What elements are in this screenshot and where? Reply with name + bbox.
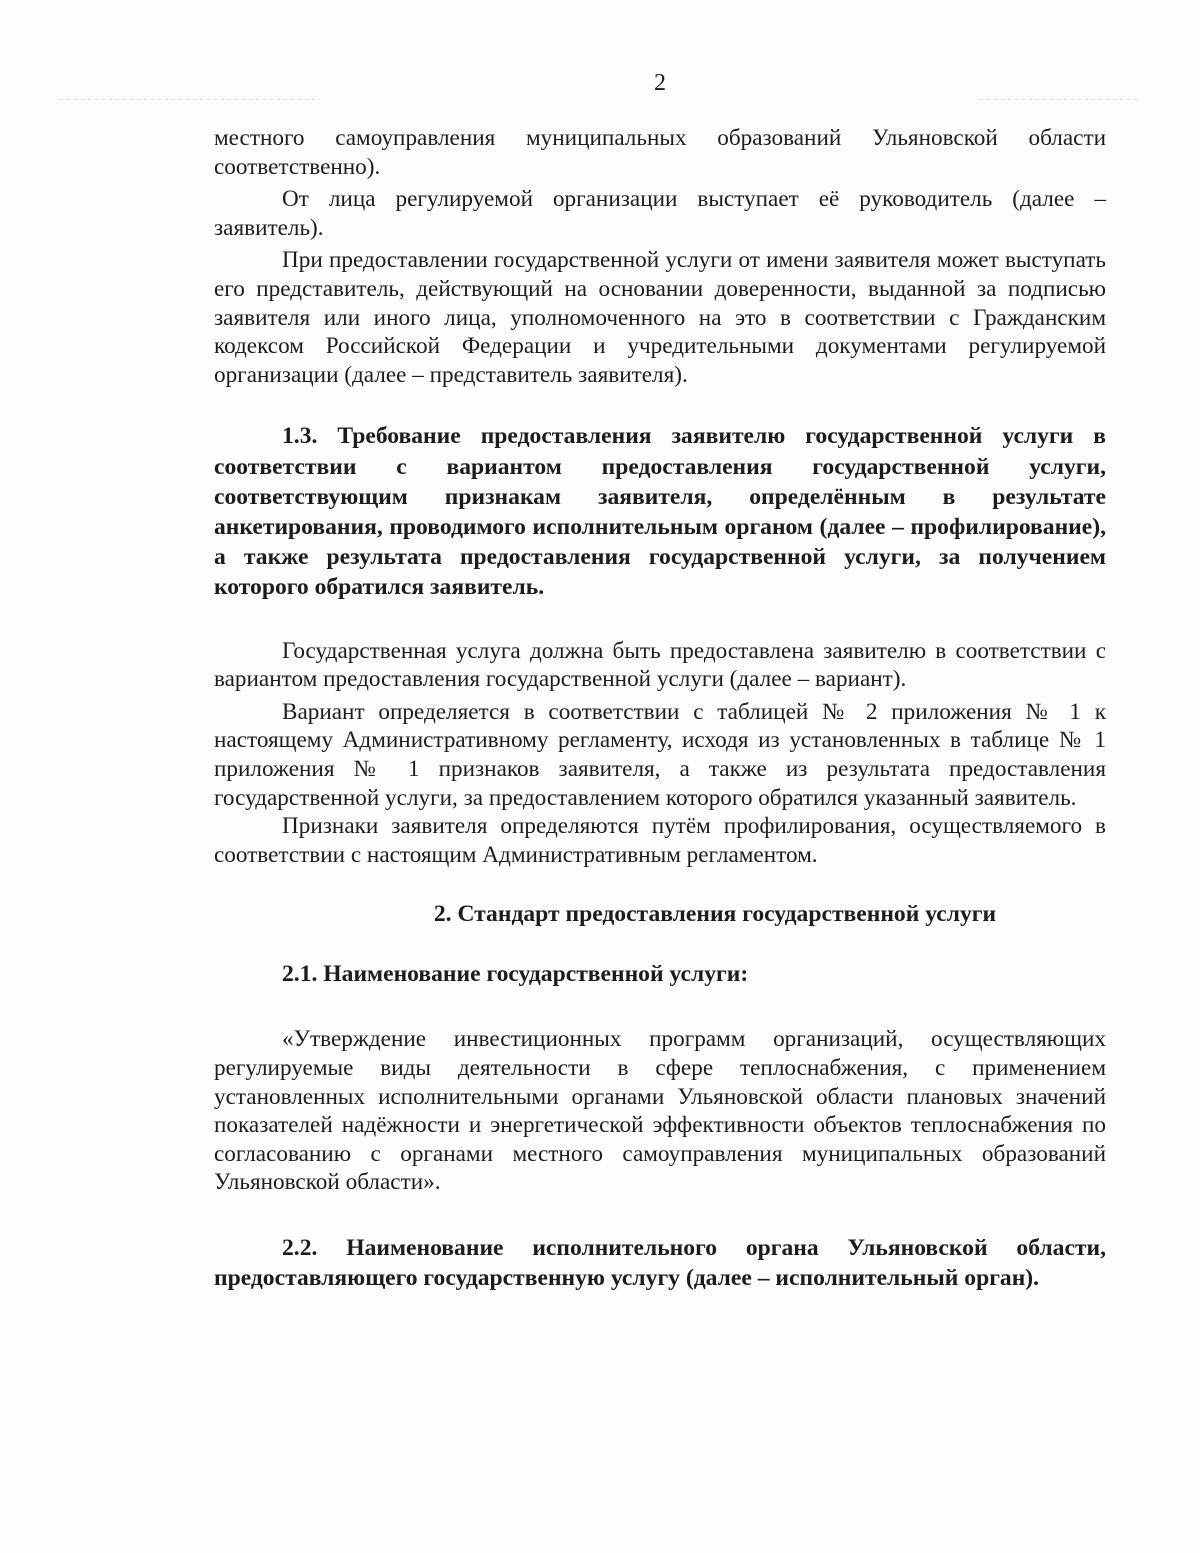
heading-2-1: 2.1. Наименование государственной услуги: — [282, 961, 749, 988]
section-2-title: 2. Стандарт предоставления государственной услуги — [433, 901, 997, 928]
heading-2-2: 2.2. Наименование исполнительного органа Ульяновской области, предоставляющего государственную услугу (далее – исполнительный орган). — [214, 1234, 1106, 1292]
paragraph-continuation: местного самоуправления муниципальных образований Ульяновской области соответственно). — [214, 125, 1106, 180]
scan-artifact-left — [60, 99, 320, 100]
page-number: 2 — [654, 70, 666, 96]
document-body — [214, 124, 1106, 1293]
paragraph-applicant-signs: Признаки заявителя определяются путём профилирования, осуществляемого в соответствии с настоящим Административным регламентом. — [214, 813, 1106, 868]
paragraph-applicant: От лица регулируемой организации выступает её руководитель (далее – заявитель). — [214, 186, 1106, 241]
paragraph-service-name: «Утверждение инвестиционных программ организаций, осуществляющих регулируемые виды деятельности в сфере теплоснабжения, с применением установленных исполнительными органами Ульяновской области плановых значений показателей надёжности и энергетической эффективности объектов теплоснабжения по согласованию с органами местного самоуправления муниципальных образований Ульяновской области». — [214, 1026, 1106, 1196]
heading-1-3: 1.3. Требование предоставления заявителю государственной услуги в соответствии с вариантом предоставления государственной услуги, соответствующим признакам заявителя, определённым в результате анкетирования, проводимого исполнительным органом (далее – профилирование), а также результата предоставления государственной услуги, за получением которого обратился заявитель. — [214, 423, 1106, 601]
scan-artifact-right — [980, 99, 1140, 100]
paragraph-variant-provision: Государственная услуга должна быть предоставлена заявителю в соответствии с вариантом предоставления государственной услуги (далее – вариант). — [214, 637, 1106, 693]
paragraph-representative: При предоставлении государственной услуги от имени заявителя может выступать его представитель, действующий на основании доверенности, выданной за подписью заявителя или иного лица, уполномоченного на это в соответствии с Гражданским кодексом Российской Федерации и учредительными документами регулируемой организации (далее – представитель заявителя). — [214, 247, 1106, 388]
paragraph-variant-definition: Вариант определяется в соответствии с таблицей № 2 приложения № 1 к настоящему Административному регламенту, исходя из установленных в таблице № 1 приложения № 1 признаков заявителя, а также из результата предоставления государственной услуги, за предоставлением которого обратился указанный заявитель. — [214, 698, 1106, 811]
